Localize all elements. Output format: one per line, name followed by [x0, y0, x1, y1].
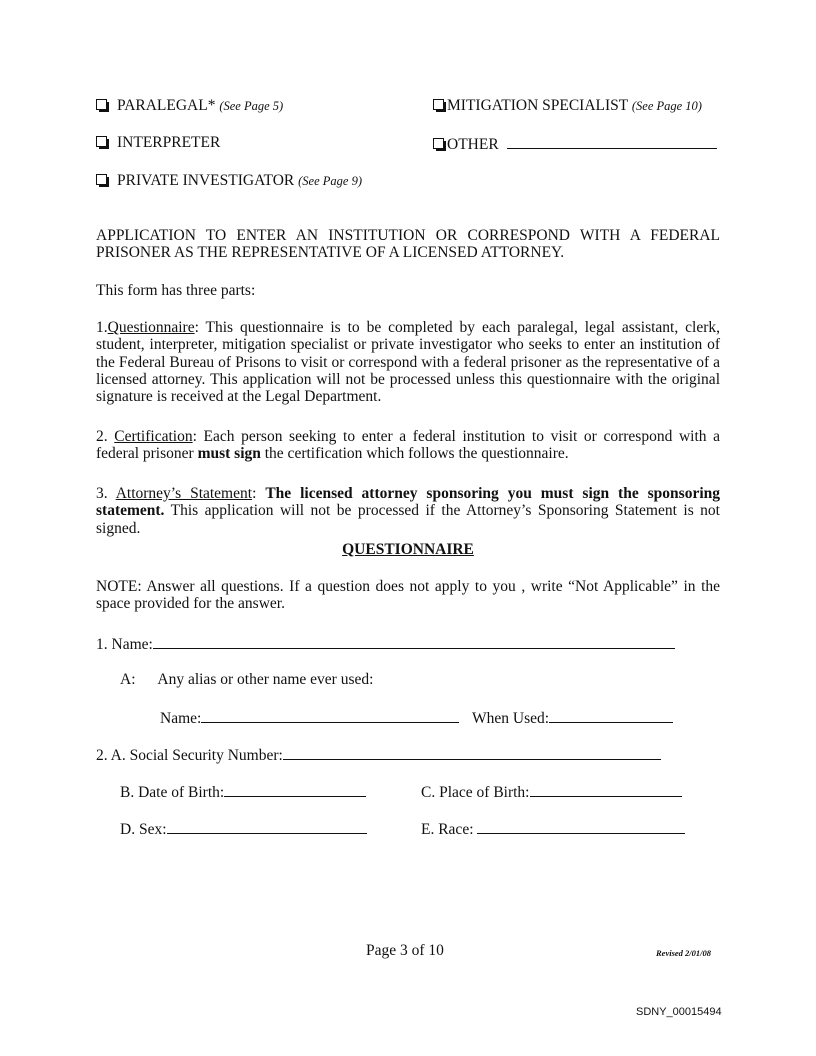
bates-number: SDNY_00015494 — [636, 1006, 722, 1018]
sex-field: D. Sex: — [120, 819, 367, 839]
option-private-investigator[interactable]: PRIVATE INVESTIGATOR (See Page 9) — [96, 172, 362, 190]
questionnaire-title: QUESTIONNAIRE — [342, 541, 474, 558]
part-1-questionnaire: 1.Questionnaire: This questionnaire is to be completed by each paralegal, legal assistant, clerk, student, interpreter, mitigation specialist or private investigator who seeks to enter an institution of the Federal Bureau of Prisons to visit or correspond with a federal prisoner as the representative of a licensed attorney. This application will not be processed unless this questionnaire with the original signature is received at the Legal Department. — [96, 319, 720, 406]
alias-name-field: Name: — [160, 708, 459, 728]
option-other[interactable]: OTHER — [433, 134, 717, 154]
answer-note: NOTE: Answer all questions. If a question does not apply to you , write “Not Applicable” in the space provided for the answer. — [96, 578, 720, 613]
dob-input-line[interactable] — [224, 782, 366, 797]
when-used-input-line[interactable] — [549, 708, 673, 723]
option-interpreter[interactable]: INTERPRETER — [96, 134, 220, 152]
alias-question: A: Any alias or other name ever used: — [120, 671, 374, 688]
ssn-field: 2. A. Social Security Number: — [96, 745, 661, 765]
part-3-attorney-statement: 3. Attorney’s Statement: The licensed attorney sponsoring you must sign the sponsoring statement. This application will not be processed if the Attorney’s Sponsoring Statement is not signed. — [96, 485, 720, 537]
ssn-input-line[interactable] — [283, 745, 661, 760]
race-field: E. Race: — [421, 819, 685, 839]
alias-name-input-line[interactable] — [201, 708, 459, 723]
checkbox-mitigation-specialist[interactable] — [433, 99, 444, 110]
revision-date: Revised 2/01/08 — [656, 948, 712, 958]
other-input-line[interactable] — [507, 134, 717, 149]
checkbox-other[interactable] — [433, 138, 444, 149]
name-field: 1. Name: — [96, 634, 675, 654]
part-2-certification: 2. Certification: Each person seeking to enter a federal institution to visit or correspond with a federal prisoner must sign the certification which follows the questionnaire. — [96, 428, 720, 463]
intro-text: This form has three parts: — [96, 282, 256, 299]
checkbox-interpreter[interactable] — [96, 136, 107, 147]
dob-field: B. Date of Birth: — [120, 782, 366, 802]
race-input-line[interactable] — [477, 819, 685, 834]
application-heading: APPLICATION TO ENTER AN INSTITUTION OR CORRESPOND WITH A FEDERAL PRISONER AS THE REPRESENTATIVE OF A LICENSED ATTORNEY. — [96, 227, 720, 262]
name-input-line[interactable] — [153, 634, 675, 649]
checkbox-private-investigator[interactable] — [96, 174, 107, 185]
page-number: Page 3 of 10 — [366, 942, 444, 959]
option-mitigation-specialist[interactable]: MITIGATION SPECIALIST (See Page 10) — [433, 97, 702, 115]
option-paralegal[interactable]: PARALEGAL* (See Page 5) — [96, 97, 283, 115]
checkbox-paralegal[interactable] — [96, 99, 107, 110]
when-used-field: When Used: — [472, 708, 673, 728]
pob-field: C. Place of Birth: — [421, 782, 682, 802]
pob-input-line[interactable] — [530, 782, 682, 797]
sex-input-line[interactable] — [167, 819, 367, 834]
